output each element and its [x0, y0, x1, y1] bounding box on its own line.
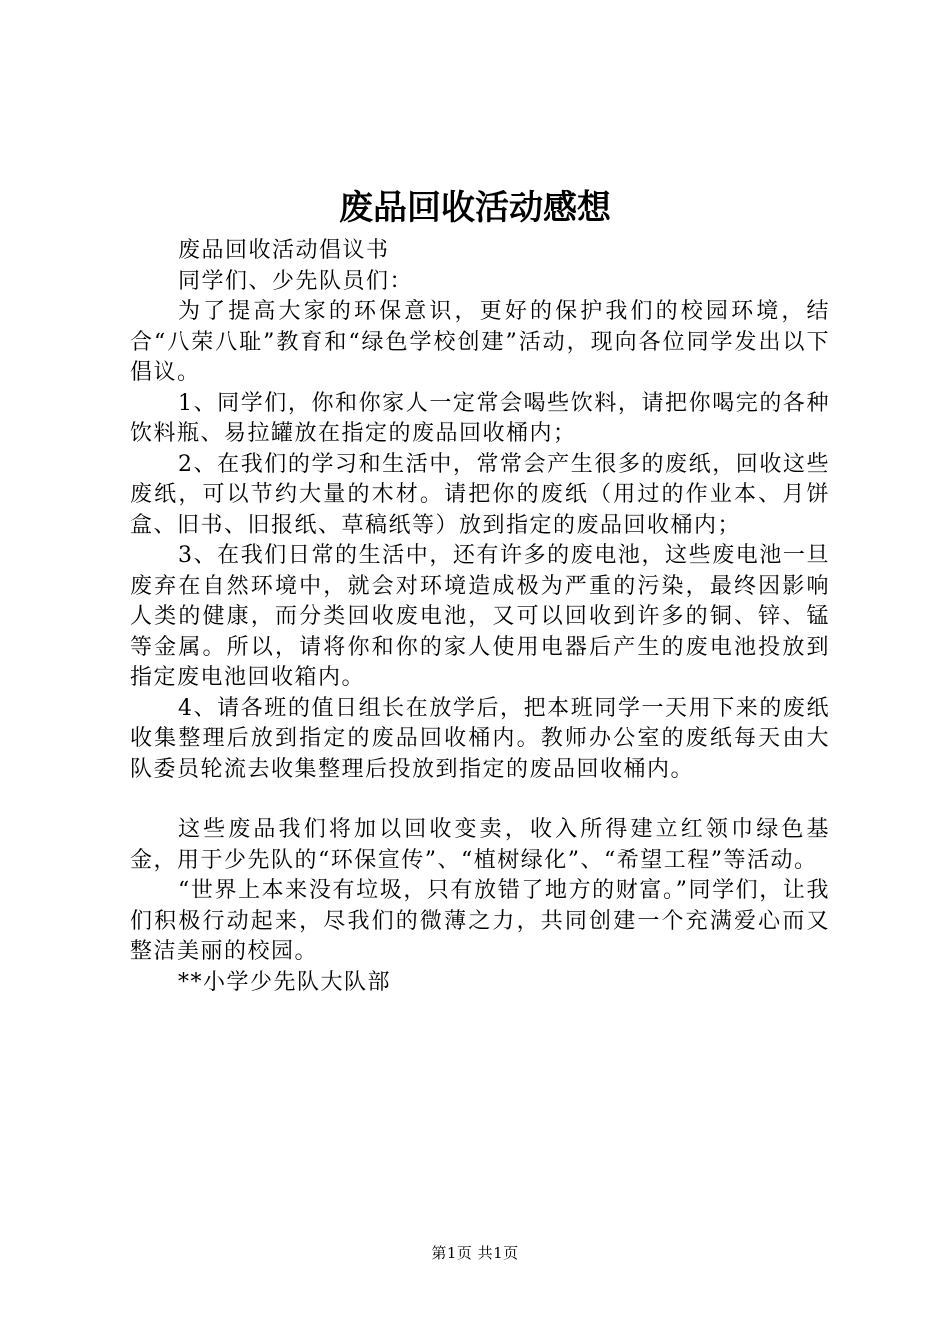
document-title: 废品回收活动感想 — [339, 188, 611, 228]
salutation: 同学们、少先队员们： — [178, 268, 414, 294]
proposal-heading: 废品回收活动倡议书 — [178, 238, 390, 263]
proposal-item-3: 3、在我们日常的生活中，还有许多的废电池，这些废电池一旦废弃在自然环境中，就会对环境造成极为严重的污染，最终因影响人类的健康，而分类回收废电池，又可以回收到许多的铜、锌、锰等金属。所以，请将你和你的家人使用电器后产生的废电池投放到指定废电池回收箱内。 — [130, 543, 830, 690]
document-body — [130, 236, 830, 998]
fund-paragraph: 这些废品我们将加以回收变卖，收入所得建立红领巾绿色基金，用于少先队的“环保宣传”、“植树绿化”、“希望工程”等活动。 — [130, 817, 830, 873]
page-footer: 第1页 共1页 — [431, 1244, 519, 1262]
closing-paragraph: “世界上本来没有垃圾，只有放错了地方的财富。”同学们，让我们积极行动起来，尽我们的微薄之力，共同创建一个充满爱心而又整洁美丽的校园。 — [130, 878, 830, 964]
proposal-item-4: 4、请各班的值日组长在放学后，把本班同学一天用下来的废纸收集整理后放到指定的废品回收桶内。教师办公室的废纸每天由大队委员轮流去收集整理后投放到指定的废品回收桶内。 — [130, 695, 830, 782]
intro-paragraph: 为了提高大家的环保意识，更好的保护我们的校园环境，结合“八荣八耻”教育和“绿色学校创建”活动，现向各位同学发出以下倡议。 — [130, 299, 830, 385]
proposal-item-1: 1、同学们，你和你家人一定常会喝些饮料，请把你喝完的各种饮料瓶、易拉罐放在指定的废品回收桶内； — [130, 390, 830, 446]
signature: **小学少先队大队部 — [178, 969, 392, 995]
paragraph-spacer — [130, 785, 830, 815]
proposal-item-2: 2、在我们的学习和生活中，常常会产生很多的废纸，回收这些废纸，可以节约大量的木材。请把你的废纸（用过的作业本、月饼盒、旧书、旧报纸、草稿纸等）放到指定的废品回收桶内； — [130, 451, 830, 538]
